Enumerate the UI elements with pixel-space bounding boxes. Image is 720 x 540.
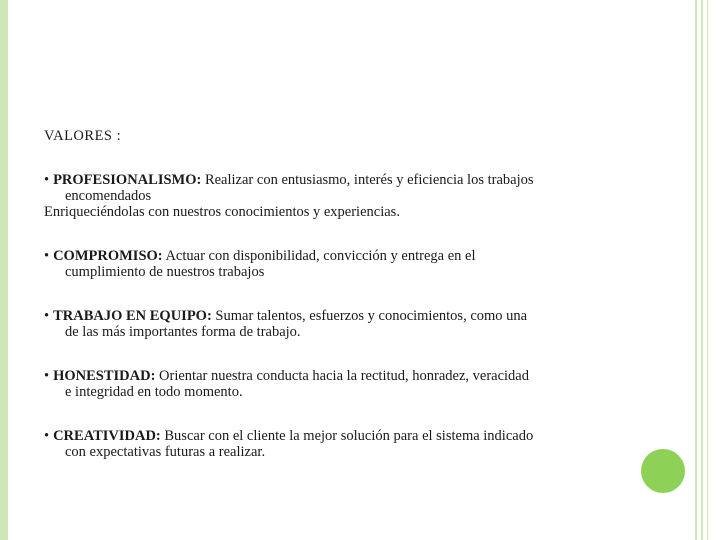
slide-content — [44, 128, 634, 488]
value-description-continuation: e integridad en todo momento. — [65, 384, 243, 400]
left-decorative-bar — [0, 0, 8, 540]
right-decorative-line — [695, 0, 697, 540]
value-item-compromiso — [44, 248, 634, 280]
bullet: • — [44, 368, 50, 384]
value-item-trabajo-en-equipo — [44, 308, 634, 340]
value-item-profesionalismo — [44, 172, 634, 220]
value-name: CREATIVIDAD: — [53, 428, 161, 444]
value-description: Sumar talentos, esfuerzos y conocimientos, como una — [215, 308, 528, 324]
value-item-creatividad — [44, 428, 634, 460]
value-item-honestidad — [44, 368, 634, 400]
bullet: • — [44, 248, 50, 264]
right-decorative-line — [701, 0, 703, 540]
values-heading: VALORES : — [44, 128, 122, 144]
bullet: • — [44, 308, 50, 324]
value-name: HONESTIDAD: — [53, 368, 156, 384]
value-description-continuation: cumplimiento de nuestros trabajos — [65, 264, 265, 280]
value-description: Realizar con entusiasmo, interés y eficiencia los trabajos — [204, 172, 534, 188]
green-circle-decoration — [641, 449, 685, 493]
value-description-continuation: de las más importantes forma de trabajo. — [65, 324, 301, 340]
bullet: • — [44, 172, 50, 188]
value-name: COMPROMISO: — [53, 248, 163, 264]
bullet: • — [44, 428, 50, 444]
value-name: TRABAJO EN EQUIPO: — [53, 308, 212, 324]
value-description-continuation: con expectativas futuras a realizar. — [65, 444, 266, 460]
value-description-continuation: encomendados — [65, 188, 152, 204]
value-description: Orientar nuestra conducta hacia la rectitud, honradez, veracidad — [159, 368, 529, 384]
value-description: Actuar con disponibilidad, convicción y entrega en el — [165, 248, 476, 264]
right-decorative-line — [707, 0, 708, 540]
value-description-extra: Enriqueciéndolas con nuestros conocimientos y experiencias. — [44, 204, 400, 220]
value-name: PROFESIONALISMO: — [53, 172, 202, 188]
value-description: Buscar con el cliente la mejor solución para el sistema indicado — [164, 428, 534, 444]
